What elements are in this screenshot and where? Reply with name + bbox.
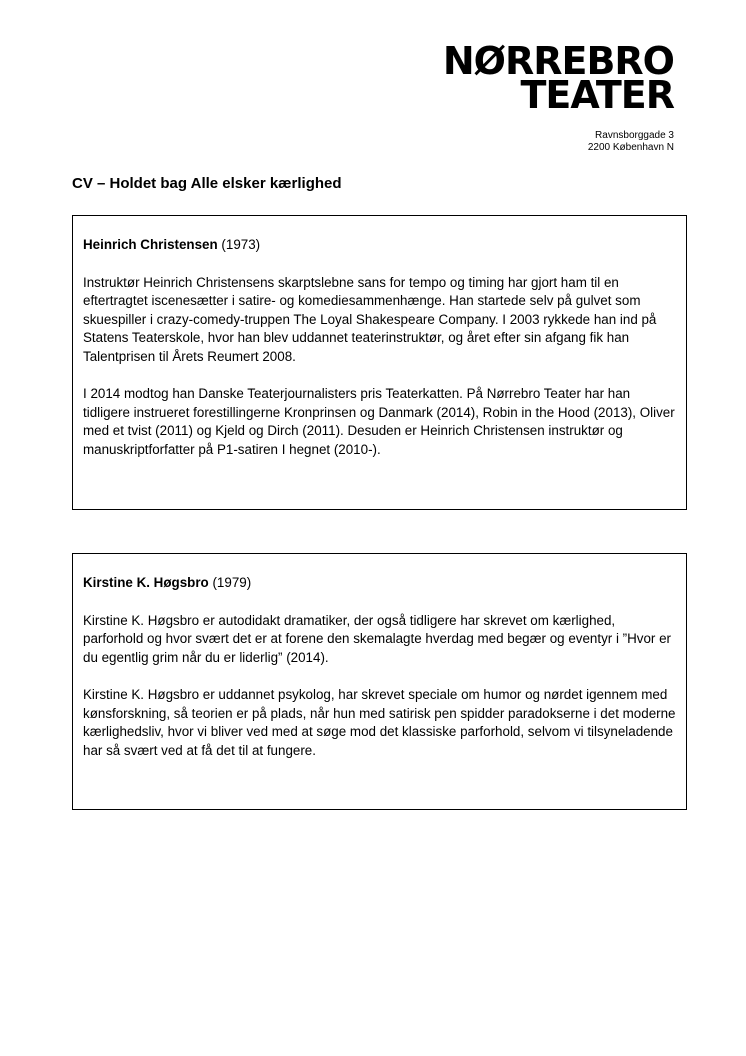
- bio-paragraph: Kirstine K. Høgsbro er uddannet psykolog, har skrevet speciale om humor og nørdet igennem med kønsforskning, så teorien er på plads, når hun med satirisk pen spidder paradokserne i det moderne kærlighedsliv, hvor vi bliver ved med at søge mod det klassiske parforhold, selvom vi tilsyneladende har så svært ved at få det til at fungere.: [83, 687, 676, 758]
- address-city: 2200 København N: [587, 142, 674, 153]
- address-street: Ravnsborggade 3: [595, 130, 674, 141]
- bio-heading: [83, 574, 677, 593]
- bio-box-kirstine-hogsbro: [72, 553, 687, 810]
- bio-paragraph: Instruktør Heinrich Christensens skarptslebne sans for tempo og timing har gjort ham til en eftertragtet iscenesætter i satire- og komediesammenhænge. Han startede selv på gulvet som skuespiller i crazy-comedy-truppen The Loyal Shakespeare Company. I 2003 rykkede han ind på Statens Teaterskole, hvor han blev uddannet teaterinstruktør, og året efter sin afgang fik han Talentprisen til Årets Reumert 2008.: [83, 274, 657, 364]
- bio-name: Heinrich Christensen: [83, 237, 218, 252]
- bio-paragraph: Kirstine K. Høgsbro er autodidakt dramatiker, der også tidligere har skrevet om kærlighed, parforhold og hvor svært det er at forene den skemalagte hverdag med begær og eventyr i ”Hvor er du egentlig grim når du er liderlig” (2014).: [83, 612, 672, 665]
- bio-year: (1979): [212, 575, 252, 590]
- document-title: CV – Holdet bag Alle elsker kærlighed: [72, 175, 342, 192]
- bio-paragraph: I 2014 modtog han Danske Teaterjournalisters pris Teaterkatten. På Nørrebro Teater har han tidligere instrueret forestillingerne Kronprinsen og Danmark (2014), Robin in the Hood (2013), Oliver med et tvist (2011) og Kjeld og Dirch (2011). Desuden er Heinrich Christensen instruktør og manuskriptforfatter på P1-satiren I hegnet (2010-).: [83, 386, 675, 457]
- bio-year: (1973): [221, 237, 261, 252]
- logo-line-2: TEATER: [520, 73, 674, 117]
- theatre-logo: [442, 39, 674, 117]
- logo-line-1: NØRREBRO: [442, 39, 674, 83]
- bio-heading: [83, 236, 677, 255]
- bio-box-heinrich-christensen: [72, 215, 687, 510]
- address-block: [588, 130, 674, 154]
- bio-name: Kirstine K. Høgsbro: [83, 575, 209, 590]
